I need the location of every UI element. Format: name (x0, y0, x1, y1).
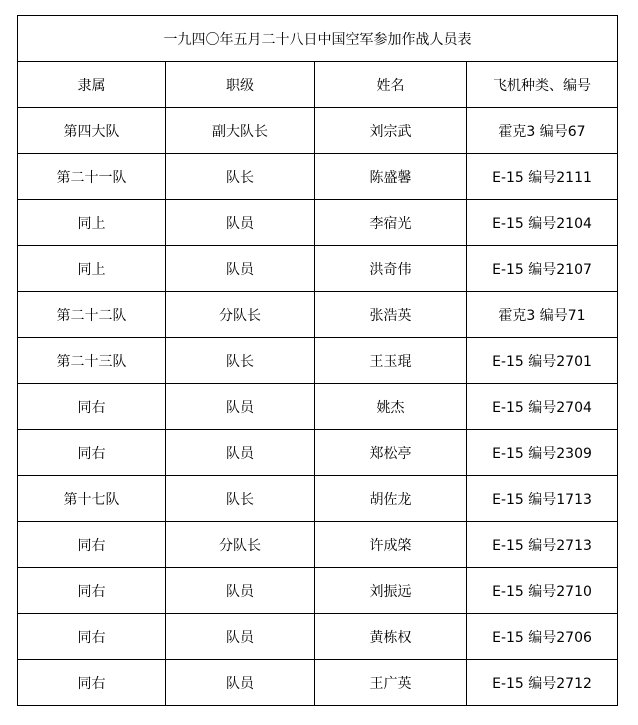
cell-affiliation: 同右 (18, 384, 166, 430)
cell-rank: 队员 (166, 614, 315, 660)
table-row (18, 292, 618, 338)
cell-aircraft: 霍克3 编号67 (467, 108, 618, 154)
cell-name: 姚杰 (315, 384, 467, 430)
table-row (18, 338, 618, 384)
cell-rank: 队员 (166, 384, 315, 430)
header-name: 姓名 (315, 62, 467, 108)
cell-affiliation: 同右 (18, 660, 166, 706)
table-row (18, 568, 618, 614)
cell-affiliation: 同右 (18, 522, 166, 568)
table-row (18, 430, 618, 476)
cell-rank: 队员 (166, 246, 315, 292)
cell-aircraft: E-15 编号2104 (467, 200, 618, 246)
cell-name: 刘宗武 (315, 108, 467, 154)
cell-aircraft: E-15 编号2701 (467, 338, 618, 384)
cell-affiliation: 同右 (18, 430, 166, 476)
cell-affiliation: 同上 (18, 200, 166, 246)
cell-rank: 分队长 (166, 292, 315, 338)
cell-rank: 分队长 (166, 522, 315, 568)
cell-affiliation: 第十七队 (18, 476, 166, 522)
cell-name: 李宿光 (315, 200, 467, 246)
title-row (18, 16, 618, 62)
table-row (18, 384, 618, 430)
cell-name: 王玉琨 (315, 338, 467, 384)
cell-affiliation: 第四大队 (18, 108, 166, 154)
cell-name: 黄栋权 (315, 614, 467, 660)
header-rank: 职级 (166, 62, 315, 108)
cell-name: 郑松亭 (315, 430, 467, 476)
cell-affiliation: 同右 (18, 614, 166, 660)
cell-aircraft: E-15 编号2107 (467, 246, 618, 292)
table-title: 一九四〇年五月二十八日中国空军参加作战人员表 (18, 16, 618, 62)
cell-affiliation: 第二十三队 (18, 338, 166, 384)
cell-aircraft: E-15 编号2704 (467, 384, 618, 430)
cell-rank: 队员 (166, 568, 315, 614)
cell-name: 刘振远 (315, 568, 467, 614)
cell-aircraft: E-15 编号2713 (467, 522, 618, 568)
table-row (18, 522, 618, 568)
table-row (18, 154, 618, 200)
cell-rank: 副大队长 (166, 108, 315, 154)
cell-aircraft: E-15 编号1713 (467, 476, 618, 522)
table-row (18, 200, 618, 246)
cell-affiliation: 第二十二队 (18, 292, 166, 338)
personnel-table (17, 15, 618, 706)
cell-aircraft: E-15 编号2309 (467, 430, 618, 476)
cell-rank: 队员 (166, 660, 315, 706)
table-row (18, 108, 618, 154)
table-row (18, 476, 618, 522)
cell-name: 胡佐龙 (315, 476, 467, 522)
cell-affiliation: 第二十一队 (18, 154, 166, 200)
cell-name: 张浩英 (315, 292, 467, 338)
cell-aircraft: E-15 编号2712 (467, 660, 618, 706)
cell-rank: 队员 (166, 200, 315, 246)
cell-name: 王广英 (315, 660, 467, 706)
header-affiliation: 隶属 (18, 62, 166, 108)
cell-name: 许成棨 (315, 522, 467, 568)
cell-aircraft: E-15 编号2706 (467, 614, 618, 660)
cell-aircraft: E-15 编号2710 (467, 568, 618, 614)
table-row (18, 660, 618, 706)
table-row (18, 246, 618, 292)
cell-rank: 队长 (166, 338, 315, 384)
cell-name: 陈盛馨 (315, 154, 467, 200)
cell-affiliation: 同右 (18, 568, 166, 614)
cell-aircraft: E-15 编号2111 (467, 154, 618, 200)
cell-rank: 队长 (166, 154, 315, 200)
cell-rank: 队员 (166, 430, 315, 476)
table-row (18, 614, 618, 660)
cell-aircraft: 霍克3 编号71 (467, 292, 618, 338)
cell-affiliation: 同上 (18, 246, 166, 292)
cell-rank: 队长 (166, 476, 315, 522)
cell-name: 洪奇伟 (315, 246, 467, 292)
header-aircraft: 飞机种类、编号 (467, 62, 618, 108)
header-row (18, 62, 618, 108)
